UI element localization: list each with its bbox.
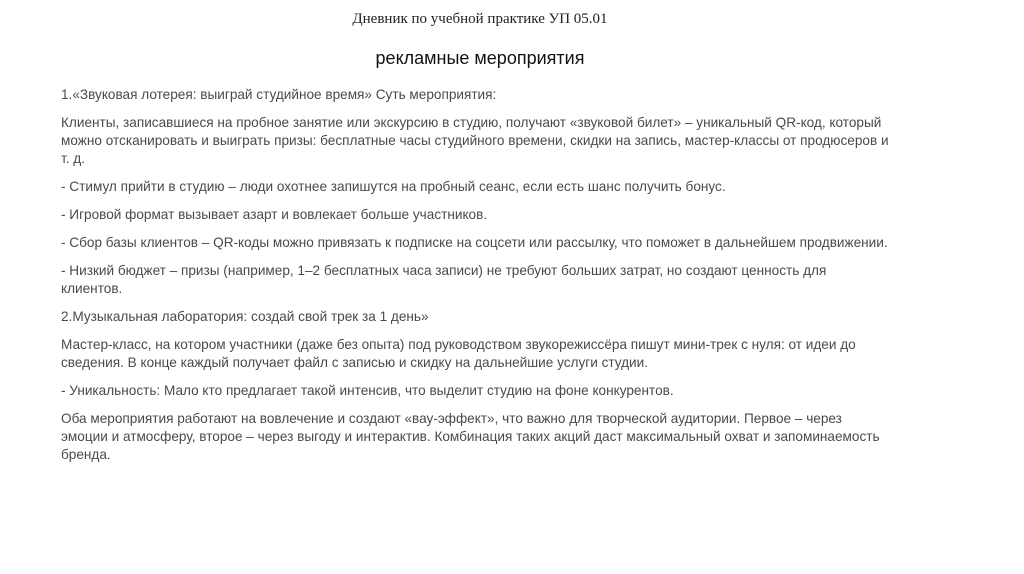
paragraph-event-1-description: Клиенты, записавшиеся на пробное занятие или экскурсию в студию, получают «звуковой билет» – уникальный QR-код, который можно отсканировать и выиграть призы: бесплатные часы студийного времени, скидки на запись, мастер-классы от продюсеров и т. д. bbox=[61, 115, 889, 166]
paragraph-event-1-heading: 1.«Звуковая лотерея: выиграй студийное время» Суть мероприятия: bbox=[61, 87, 497, 102]
paragraph-benefit-uniqueness: - Уникальность: Мало кто предлагает такой интенсив, что выделит студию на фоне конкурентов. bbox=[61, 383, 674, 398]
paragraph-benefit-game-format: - Игровой формат вызывает азарт и вовлекает больше участников. bbox=[61, 207, 488, 222]
paragraph-benefit-low-budget: - Низкий бюджет – призы (например, 1–2 бесплатных часа записи) не требуют больших затрат, но создают ценность для клиентов. bbox=[61, 263, 827, 296]
page-title: рекламные мероприятия bbox=[375, 48, 585, 68]
document-body bbox=[61, 86, 891, 474]
paragraph-benefit-incentive: - Стимул прийти в студию – люди охотнее запишутся на пробный сеанс, если есть шанс получить бонус. bbox=[61, 179, 726, 194]
paragraph-event-2-description: Мастер-класс, на котором участники (даже без опыта) под руководством звукорежиссёра пишут мини-трек с нуля: от идеи до сведения. В конце каждый получает файл с записью и скидку на дальнейшие услуги студии. bbox=[61, 337, 856, 370]
paragraph-conclusion: Оба мероприятия работают на вовлечение и создают «вау-эффект», что важно для творческой аудитории. Первое – через эмоции и атмосферу, второе – через выгоду и интерактив. Комбинация таких акций даст максимальный охват и запоминаемость бренда. bbox=[61, 411, 880, 462]
paragraph-benefit-client-base: - Сбор базы клиентов – QR-коды можно привязать к подписке на соцсети или рассылку, что поможет в дальнейшем продвижении. bbox=[61, 235, 888, 250]
page-header: Дневник по учебной практике УП 05.01 bbox=[352, 11, 608, 27]
paragraph-event-2-heading: 2.Музыкальная лаборатория: создай свой трек за 1 день» bbox=[61, 309, 429, 324]
